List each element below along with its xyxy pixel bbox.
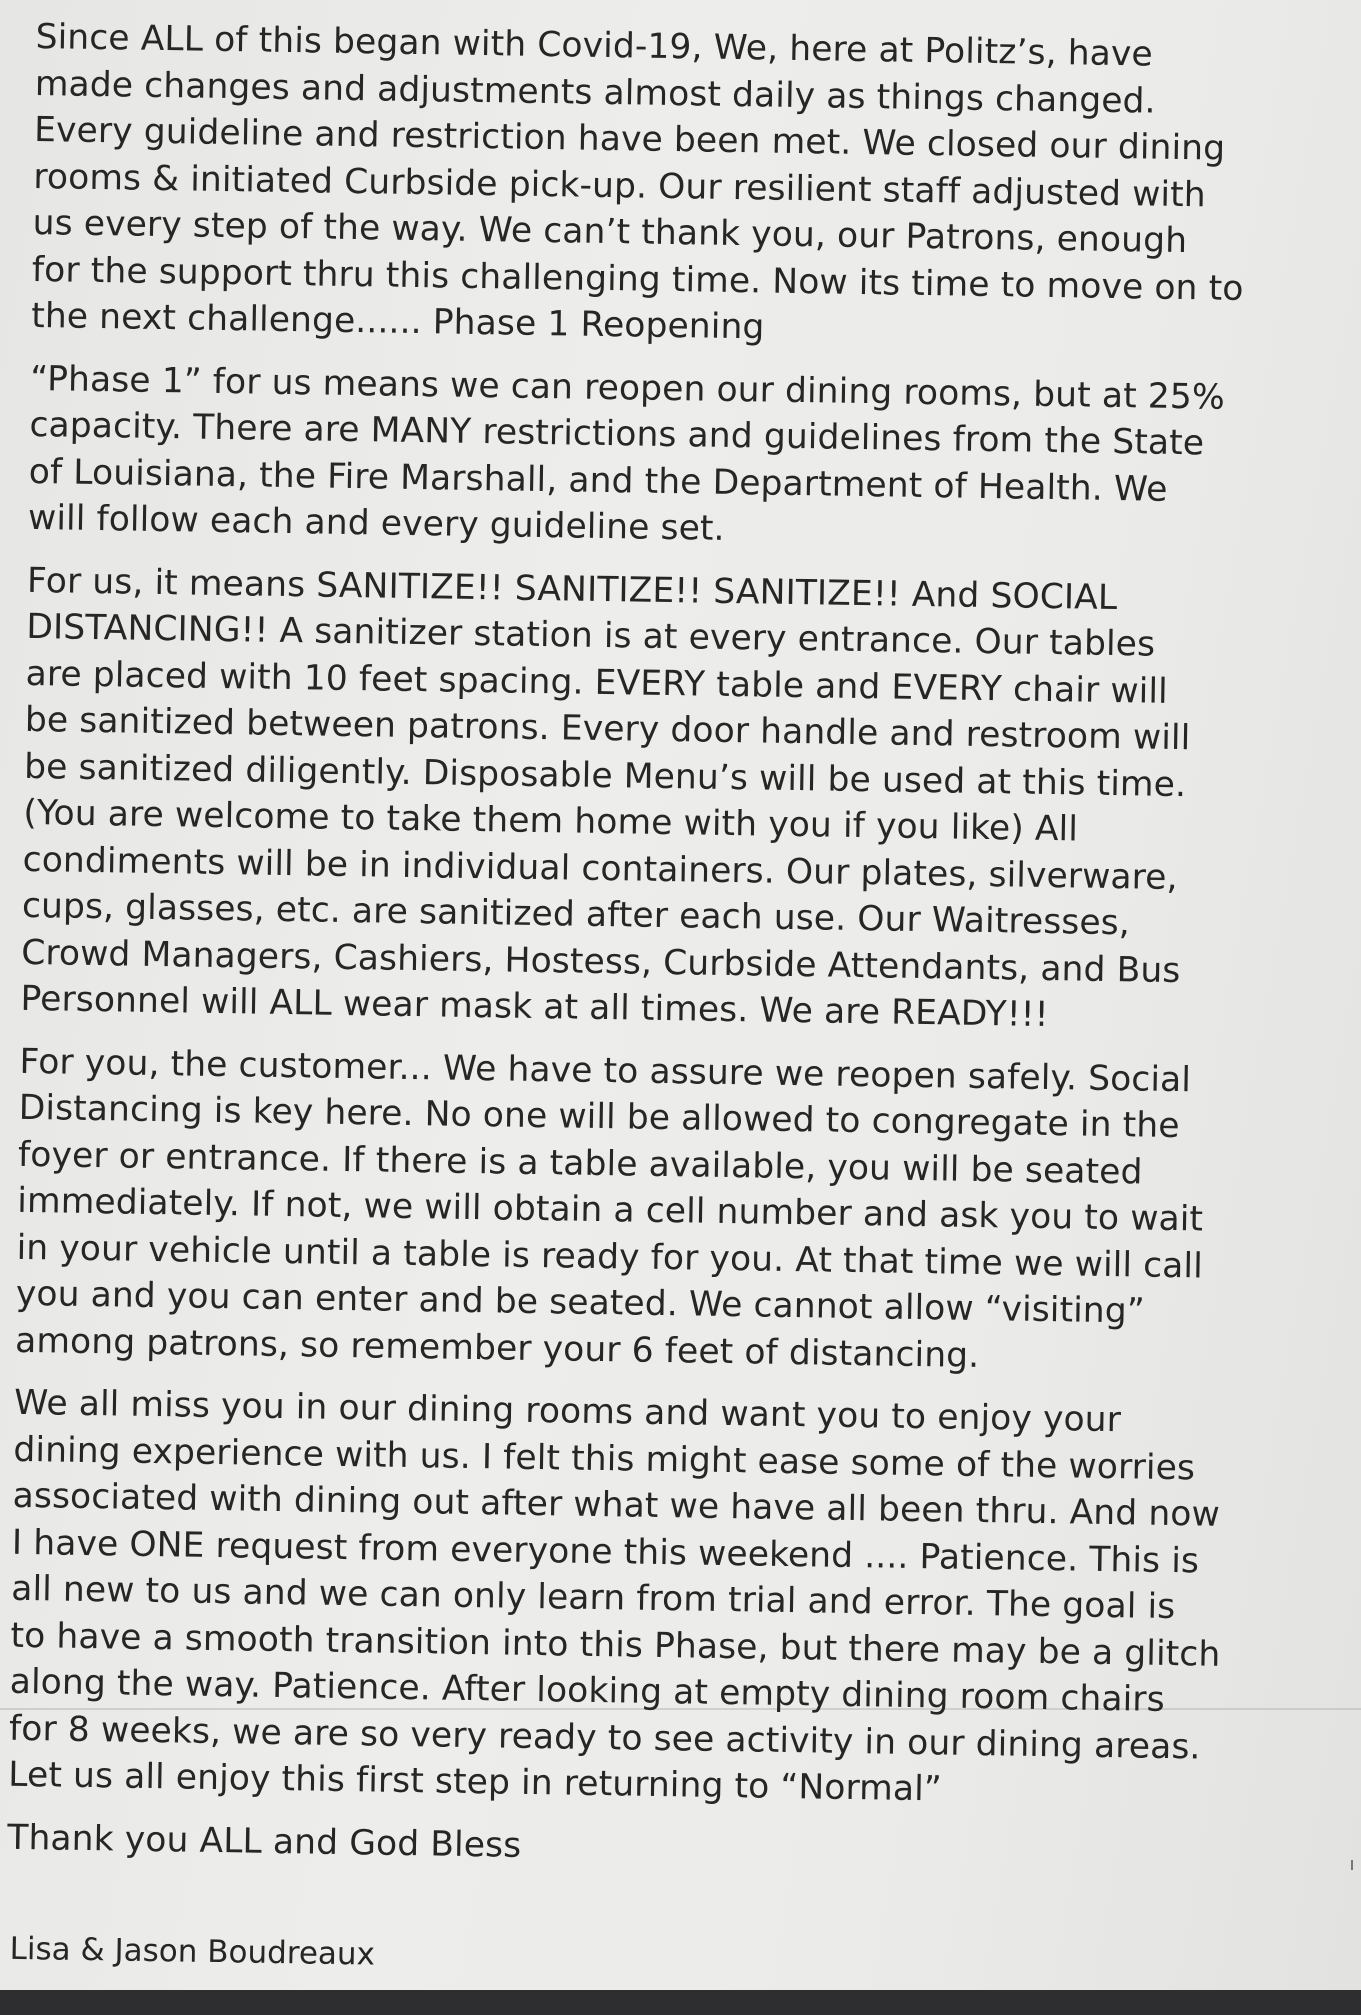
letter-body bbox=[5, 14, 1326, 1989]
paragraph-customer: For you, the customer... We have to assure we reopen safely. Social Distancing is key here. No one will be allowed to congregate in the foyer or entrance. If there is a table available, you will be seated immediately. If not, we will obtain a cell number and ask you to wait in your vehicle until a table is ready for you. At that time we will call you and you can enter and be seated. We cannot allow “visiting” among patrons, so remember your 6 feet of distancing. bbox=[14, 1041, 1204, 1376]
paragraph-covid-changes: Since ALL of this began with Covid-19, We, here at Politz’s, have made changes and adjustments almost daily as things changed. Every guideline and restriction have been met. We closed our dining rooms & initiated Curbside pick-up. Our resilient staff adjusted with us every step of the way. We can’t thank you, our Patrons, enough for the support thru this challenging time. Now its time to move on to the next challenge...... Phase 1 Reopening bbox=[30, 16, 1244, 348]
paper-edge-mark bbox=[1351, 1860, 1353, 1870]
paragraph-phase-1: “Phase 1” for us means we can reopen our dining rooms, but at 25% capacity. There are MANY restrictions and guidelines from the State of Louisiana, the Fire Marshall, and the Department of Health. We will follow each and every guideline set. bbox=[27, 358, 1226, 549]
table-surface bbox=[0, 1990, 1361, 2015]
signature: Lisa & Jason Boudreaux bbox=[9, 1930, 376, 1973]
closing-line: Thank you ALL and God Bless bbox=[7, 1817, 522, 1866]
paragraph-patience: We all miss you in our dining rooms and want you to enjoy your dining experience with us. I felt this might ease some of the worries associated with dining out after what we have all been thru. And now I have ONE request from everyone this weekend .... Patience. This is all new to us and we can only learn from trial and error. The goal is to have a smooth transition into this Phase, but there may be a glitch along the way. Patience. After looking at empty dining room chairs for 8 weeks, we are so very ready to see activity in our dining areas. Let us all enjoy this first step in returning to “Normal” bbox=[8, 1382, 1221, 1810]
paragraph-sanitize: For us, it means SANITIZE!! SANITIZE!! SANITIZE!! And SOCIAL DISTANCING!! A sanitizer station is at every entrance. Our tables are placed with 10 feet spacing. EVERY table and EVERY chair will be sanitized between patrons. Every door handle and restroom will be sanitized diligently. Disposable Menu’s will be used at this time. (You are welcome to take them home with you if you like) All condiments will be in individual containers. Our plates, silverware, cups, glasses, etc. are sanitized after each use. Our Waitresses, Crowd Managers, Cashiers, Hostess, Curbside Attendants, and Bus Personnel will ALL wear mask at all times. We are READY!!! bbox=[20, 560, 1191, 1036]
